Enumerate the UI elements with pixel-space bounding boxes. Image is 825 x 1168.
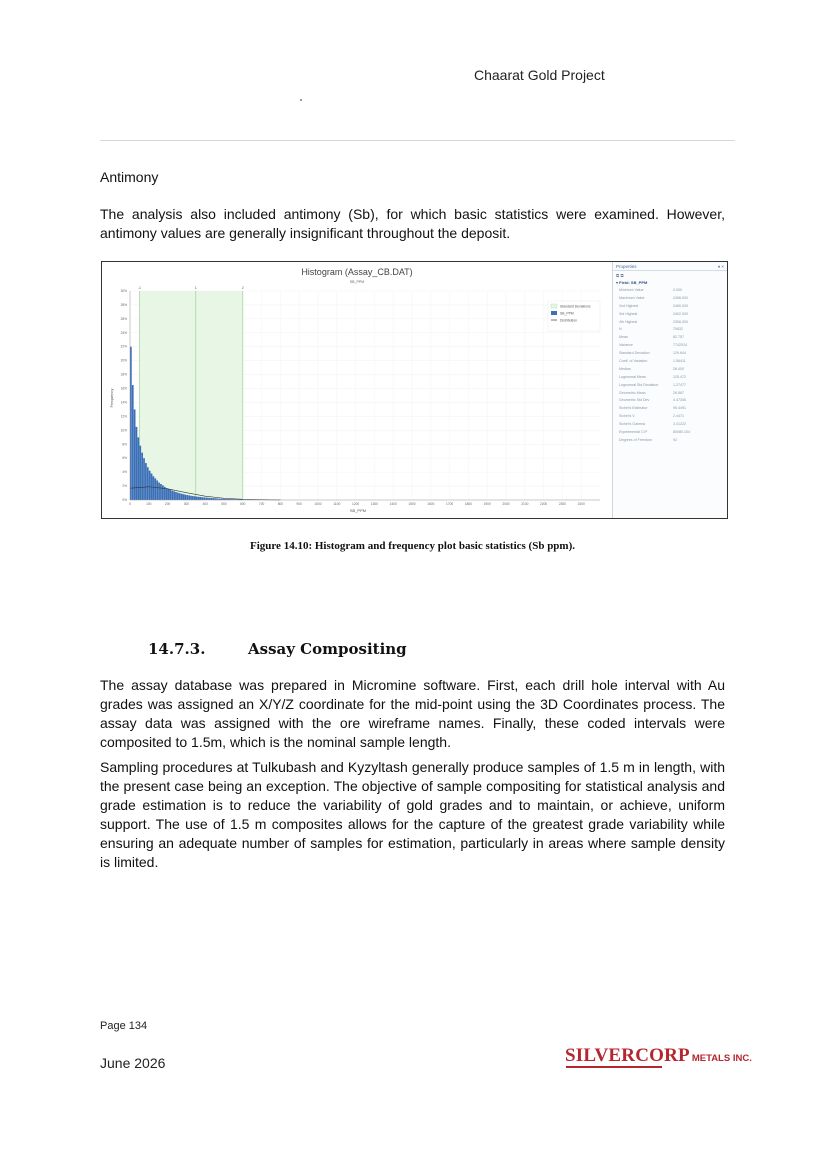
properties-key: Degrees of Freedom	[619, 437, 652, 442]
properties-row[interactable]	[613, 396, 727, 404]
properties-value: 0.000	[673, 287, 682, 292]
x-tick-label: 600	[240, 502, 246, 506]
properties-rows	[613, 286, 727, 444]
properties-row[interactable]	[613, 325, 727, 333]
properties-key: N	[619, 327, 622, 332]
std-dev-label: 2	[241, 286, 244, 290]
properties-value: 129.644	[673, 351, 686, 356]
y-tick-label: 4%	[122, 470, 127, 475]
histogram-bar	[190, 496, 192, 500]
chart-subtitle: SB_PPM	[349, 280, 365, 284]
properties-key: Sichel's Gamma	[619, 422, 646, 427]
properties-value: 2460.000	[673, 303, 688, 308]
figure-caption: Figure 14.10: Histogram and frequency plot basic statistics (Sb ppm).	[249, 540, 575, 552]
antimony-title: Antimony	[100, 169, 159, 185]
histogram-bar	[143, 458, 145, 500]
histogram-bar	[181, 494, 183, 500]
properties-row[interactable]	[613, 333, 727, 341]
x-tick-label: 1300	[370, 502, 378, 506]
x-tick-label: 1100	[333, 502, 341, 506]
properties-value: 2306.000	[673, 319, 688, 324]
properties-value: 1.56411	[673, 358, 686, 363]
properties-key: Geometric Std Dev	[619, 398, 650, 403]
properties-row[interactable]	[613, 302, 727, 310]
properties-row[interactable]	[613, 341, 727, 349]
x-tick-label: 900	[296, 502, 302, 506]
histogram-bar	[207, 498, 209, 500]
y-tick-label: 10%	[120, 428, 127, 433]
histogram-bar	[215, 498, 217, 500]
histogram-bar	[196, 497, 198, 500]
x-tick-label: 1500	[408, 502, 416, 506]
section-heading	[148, 640, 407, 658]
histogram-bar	[149, 471, 151, 500]
histogram-bar	[153, 476, 155, 500]
histogram-bar	[160, 484, 162, 500]
properties-key: Median	[619, 366, 631, 371]
properties-key: 4th Highest	[619, 319, 638, 324]
properties-row[interactable]	[613, 310, 727, 318]
properties-row[interactable]	[613, 428, 727, 436]
properties-key: Standard Deviation	[619, 351, 650, 356]
y-tick-label: 12%	[120, 414, 127, 419]
y-tick-label: 16%	[120, 386, 127, 391]
histogram-figure	[101, 261, 728, 519]
histogram-bar	[147, 467, 149, 500]
histogram-bar	[171, 491, 173, 500]
properties-value: 70832	[673, 327, 683, 332]
properties-row[interactable]	[613, 389, 727, 397]
x-tick-label: 200	[164, 502, 171, 506]
histogram-bar	[186, 495, 188, 500]
header-title: Chaarat Gold Project	[474, 67, 605, 83]
histogram-bar	[158, 483, 160, 500]
properties-row[interactable]	[613, 318, 727, 326]
histogram-bar	[141, 453, 143, 500]
histogram-bar	[136, 427, 138, 500]
properties-value: 3.41222	[673, 422, 686, 427]
histogram-bar	[132, 385, 134, 500]
legend-swatch-sb-ppm	[551, 311, 557, 315]
antimony-paragraph: The analysis also included antimony (Sb), for which basic statistics were examined. However, antimony values are generally insignificant throughout the deposit.	[100, 206, 725, 241]
y-tick-label: 28%	[120, 302, 127, 307]
legend-label-sb-ppm: SB_PPM	[560, 311, 574, 316]
x-tick-label: 2300	[558, 502, 566, 506]
logo-main-text: SILVERCORP	[565, 1045, 690, 1066]
chart-title: Histogram (Assay_CB.DAT)	[301, 267, 413, 277]
y-tick-label: 8%	[122, 442, 127, 447]
properties-value: 26.887	[673, 390, 684, 395]
x-tick-label: 1700	[446, 502, 454, 506]
properties-row[interactable]	[613, 286, 727, 294]
histogram-bar	[156, 480, 158, 500]
legend-swatch-standard-deviations	[551, 304, 557, 308]
properties-key: Experimental CV²	[619, 429, 648, 434]
histogram-bar	[138, 437, 140, 500]
y-axis-label: Frequency	[109, 388, 114, 408]
properties-value: 92	[673, 437, 677, 442]
properties-key: Variance	[619, 343, 633, 348]
histogram-bar	[168, 489, 170, 500]
properties-title: Properties	[616, 263, 637, 269]
histogram-bar	[130, 347, 132, 500]
histogram-bar	[134, 409, 136, 500]
histogram-bar	[203, 497, 205, 500]
y-tick-label: 2%	[122, 484, 127, 489]
x-tick-label: 300	[183, 502, 190, 506]
properties-key: Sichel's V	[619, 414, 635, 419]
histogram-bar	[200, 497, 202, 500]
properties-value: 2496.000	[673, 295, 688, 300]
legend-label-distribution: Distribution	[560, 318, 577, 323]
histogram-bar	[169, 490, 171, 500]
histogram-bar	[213, 498, 215, 500]
std-dev-band	[139, 291, 242, 500]
properties-key: Lognormal Std Deviation	[619, 382, 659, 387]
properties-pin-close-icon[interactable]: ♦ ×	[717, 263, 724, 269]
legend-label-standard-deviations: Standard Deviations	[560, 304, 591, 309]
histogram-bar	[139, 446, 141, 500]
properties-value: 95.4491	[673, 406, 686, 411]
x-tick-label: 800	[277, 502, 284, 506]
histogram-bar	[201, 497, 203, 500]
properties-row[interactable]	[613, 381, 727, 389]
y-tick-label: 18%	[120, 372, 127, 377]
properties-value: 7742024	[673, 343, 687, 348]
properties-key: Coeff. of Variation	[619, 358, 648, 363]
histogram-bar	[198, 497, 200, 500]
x-tick-label: 2400	[577, 502, 585, 506]
properties-key: Minimum Value	[619, 287, 644, 292]
y-tick-label: 26%	[120, 316, 127, 321]
properties-key: 2nd Highest	[619, 303, 639, 308]
section-title: Assay Compositing	[248, 640, 407, 658]
properties-row[interactable]	[613, 365, 727, 373]
x-tick-label: 2200	[540, 502, 548, 506]
y-tick-label: 30%	[120, 289, 127, 293]
properties-value: 2402.000	[673, 311, 688, 316]
histogram-bar	[183, 494, 185, 500]
properties-row[interactable]	[613, 420, 727, 428]
properties-panel	[612, 262, 727, 518]
footer-date: June 2026	[100, 1055, 166, 1071]
properties-value: 4.47306	[673, 398, 686, 403]
histogram-bar	[185, 495, 187, 500]
histogram-bar	[177, 493, 179, 500]
histogram-bar	[175, 492, 177, 500]
properties-key: Mean	[619, 335, 628, 340]
footer-page-number: Page 134	[100, 1020, 148, 1032]
properties-key: Sichel's Estimator	[619, 406, 648, 411]
std-dev-label: -1	[137, 286, 141, 290]
properties-row[interactable]	[613, 412, 727, 420]
properties-row[interactable]	[613, 357, 727, 365]
properties-value: 82.757	[673, 335, 684, 340]
properties-value: 80080.104	[673, 429, 690, 434]
properties-row[interactable]	[613, 349, 727, 357]
section-number: 14.7.3.	[148, 640, 206, 658]
histogram-bar	[192, 496, 194, 500]
properties-toolbar[interactable]: ⧉ ⧉	[616, 273, 624, 278]
header-dot	[300, 99, 302, 101]
histogram-bar	[194, 496, 196, 500]
y-tick-label: 0%	[122, 498, 127, 502]
x-tick-label: 100	[146, 502, 152, 506]
histogram-bar	[188, 495, 190, 500]
histogram-bar	[173, 491, 175, 500]
y-tick-label: 24%	[120, 330, 127, 335]
histogram-bar	[166, 488, 168, 500]
properties-row[interactable]	[613, 404, 727, 412]
x-tick-label: 1900	[483, 502, 491, 506]
x-tick-label: 1400	[389, 502, 397, 506]
properties-key: 3rd Highest	[619, 311, 638, 316]
properties-key: Geometric Mean	[619, 390, 646, 395]
x-tick-label: 1200	[352, 502, 360, 506]
std-dev-label: 1	[194, 286, 197, 290]
y-tick-label: 6%	[122, 456, 127, 461]
x-tick-label: 1600	[427, 502, 435, 506]
y-tick-label: 22%	[120, 344, 127, 349]
properties-value: 1.27477	[673, 382, 686, 387]
header-rule	[100, 140, 735, 141]
properties-value: 125.472	[673, 374, 686, 379]
histogram-bar	[154, 478, 156, 500]
x-tick-label: 400	[202, 502, 208, 506]
properties-row[interactable]	[613, 294, 727, 302]
compositing-paragraph-1: The assay database was prepared in Micromine software. First, each drill hole interval with Au grades was assigned an X/Y/Z coordinate for the mid-point using the 3D Coordinates process. The assay data was assigned with the ore wireframe names. Finally, these coded intervals were composited to 1.5m, which is the nominal sample length.	[100, 677, 725, 750]
x-tick-label: 1800	[464, 502, 472, 506]
properties-header	[613, 262, 727, 271]
logo-sub-text: METALS INC.	[691, 1053, 752, 1064]
properties-field-label[interactable]: ▾ Field: SB_PPM	[616, 280, 648, 285]
histogram-bar	[179, 493, 181, 500]
properties-row[interactable]	[613, 373, 727, 381]
histogram-bar	[209, 498, 211, 500]
chart-legend	[548, 301, 600, 331]
histogram-bar	[205, 498, 207, 500]
x-tick-label: 500	[221, 502, 227, 506]
properties-key: Lognormal Mean	[619, 374, 646, 379]
properties-row[interactable]	[613, 436, 727, 444]
x-tick-label: 700	[258, 502, 265, 506]
y-tick-label: 20%	[120, 358, 127, 363]
properties-value: 28.400	[673, 366, 684, 371]
histogram-bar	[162, 485, 164, 500]
x-tick-label: 1000	[314, 502, 322, 506]
x-axis-label: SB_PPM	[349, 508, 367, 513]
properties-value: 2.4471	[673, 414, 684, 419]
histogram-chart	[102, 262, 612, 518]
histogram-bar	[211, 498, 213, 500]
logo-underline	[566, 1066, 662, 1068]
histogram-bar	[145, 463, 147, 500]
x-tick-label: 2000	[502, 502, 510, 506]
silvercorp-logo	[565, 1045, 752, 1067]
x-tick-label: 2100	[521, 502, 529, 506]
compositing-paragraph-2: Sampling procedures at Tulkubash and Kyzyltash generally produce samples of 1.5 m in length, with the present case being an exception. The objective of sample compositing for statistical analysis and grade estimation is to reduce the variability of gold grades and to maintain, or achieve, uniform support. The use of 1.5 m composites allows for the capture of the greatest grade variability while ensuring an adequate number of samples for estimation, particularly in areas where sample density is limited.	[100, 759, 725, 870]
y-tick-label: 14%	[120, 400, 127, 405]
x-tick-label: 0	[129, 502, 131, 506]
properties-key: Maximum Value	[619, 295, 645, 300]
